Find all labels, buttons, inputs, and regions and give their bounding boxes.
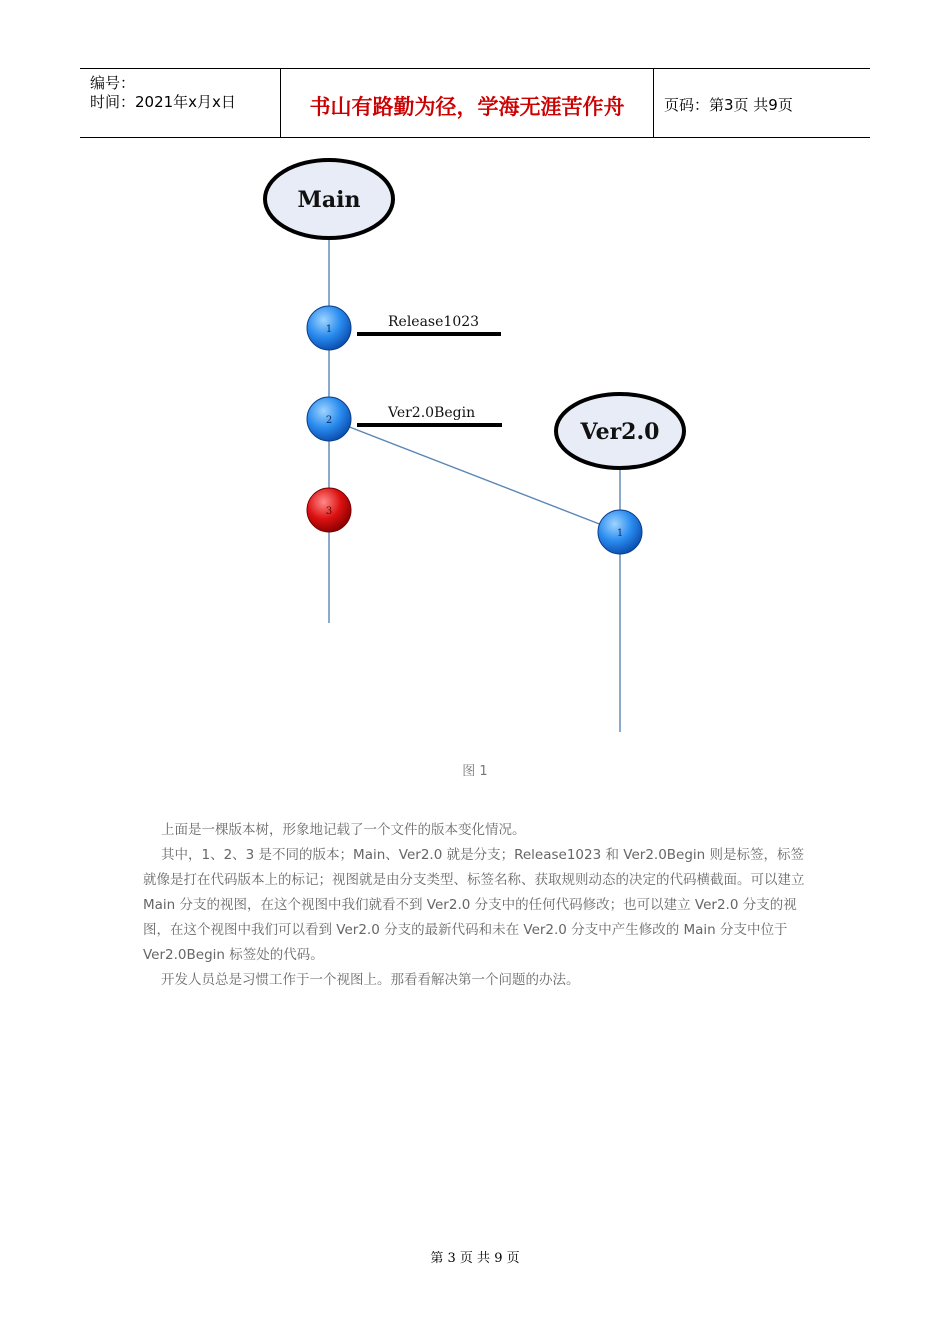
ver-branch-label: Ver2.0 (580, 419, 660, 445)
ver-branch-node (556, 394, 684, 468)
paragraph-2: 其中，1、2、3 是不同的版本；Main、Ver2.0 就是分支；Release1023 和 Ver2.0Begin 则是标签，标签就像是打在代码版本上的标记；视图就是由分支类型、标签名称、获取规则动态的决定的代码横截面。可以建立 Main 分支的视图，在这个视图中我们就看不到 Ver2.0 分支中的任何代码修改；也可以建立 Ver2.0 分支的视图，在这个视图中我们可以看到 Ver2.0 分支的最新代码和未在 Ver2.0 分支中产生修改的 Main 分支中位于 Ver2.0Begin 标签处的代码。 (143, 847, 805, 963)
ver-version-label-1: 1 (616, 528, 624, 539)
ver-begin-tag-label: Ver2.0Begin (388, 405, 476, 421)
page-info: 页码：第3页 共9页 (664, 96, 793, 114)
main-branch-label: Main (297, 187, 361, 213)
body-text (143, 818, 808, 993)
main-version-node-1 (307, 306, 351, 350)
ver-version-node-1 (598, 510, 642, 554)
main-version-label-3: 3 (325, 506, 333, 517)
main-version-node-2 (307, 397, 351, 441)
main-version-label-2: 2 (325, 415, 333, 426)
release-tag (357, 314, 501, 334)
paragraph-3: 开发人员总是习惯工作于一个视图上。那看看解决第一个问题的办法。 (161, 972, 580, 988)
main-version-label-1: 1 (325, 324, 333, 335)
header-motto: 书山有路勤为径，学海无涯苦作舟 (309, 94, 625, 119)
ver-begin-tag (357, 405, 502, 425)
paragraph-1: 上面是一棵版本树，形象地记载了一个文件的版本变化情况。 (161, 822, 526, 838)
main-branch-node (265, 160, 393, 238)
main-version-node-3 (307, 488, 351, 532)
number-label: 编号： (90, 74, 136, 92)
figure-caption: 图 1 (462, 764, 488, 779)
page-footer: 第 3 页 共 9 页 (430, 1251, 520, 1266)
release-tag-label: Release1023 (388, 314, 480, 330)
date-line: 时间：2021年x月x日 (90, 93, 236, 111)
